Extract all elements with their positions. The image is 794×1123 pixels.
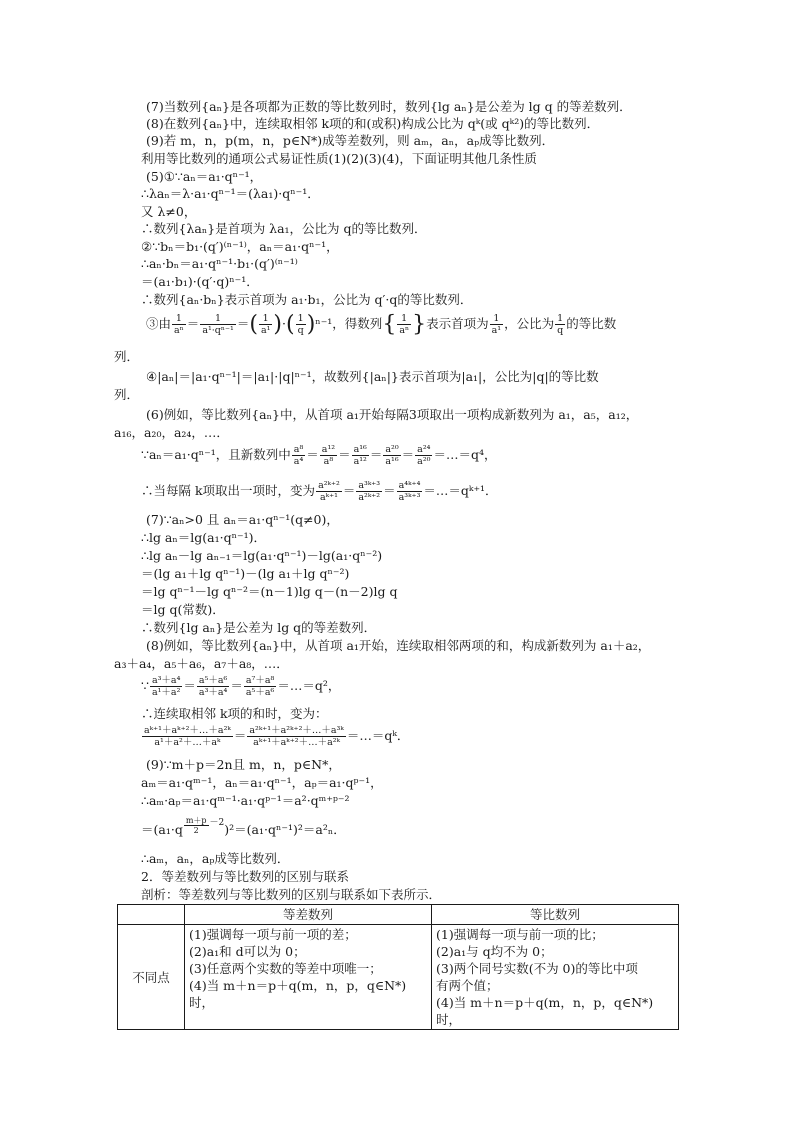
text-line: a₁₆，a₂₀，a₂₄，…． — [114, 425, 229, 440]
text-line: (9)∵m＋p＝2n且 m，n，p∈N*， — [146, 757, 341, 772]
text-segment: ∴当每隔 k项取出一项时，变为 — [141, 483, 316, 498]
fraction: $\frac{\text{a²⁰}}{\text{a¹⁶}}$ — [385, 444, 399, 467]
formula-line-every-k: ∴当每隔 k项取出一项时，变为 $\frac{\text{a²ᵏ⁺²}}{\text{aᵏ⁺¹}}$ ＝ $\frac{\text{a³ᵏ⁺³}}{\text{a²ᵏ⁺²}}$ ＝ $\frac{\text{a⁴ᵏ⁺⁴}}{\text{a³ᵏ⁺³}}$ ＝…＝qᵏ⁺¹． — [141, 480, 498, 503]
fraction: $\frac{\text{a⁵＋a⁶}}{\text{a³＋a⁴}}$ — [198, 675, 228, 698]
fraction: $\frac{1}{q}$ — [297, 313, 304, 336]
text-line: 列． — [114, 349, 140, 364]
paren-left: ( — [286, 311, 295, 337]
arith-cell — [185, 925, 432, 1030]
exponent-suffix: －2 — [209, 818, 225, 828]
exponent-fraction: $\frac{m+p}{2}$ — [185, 816, 207, 835]
list-item: (2)a₁和 d可以为 0； — [189, 944, 306, 959]
list-item: 时， — [189, 995, 215, 1010]
text-line: ∴aₘ·aₚ＝a₁·qᵐ⁻¹·a₁·qᵖ⁻¹＝a²·qᵐ⁺ᵖ⁻² — [141, 793, 350, 808]
text-segment: ∵aₙ＝a₁·qⁿ⁻¹，且新数列中 — [141, 447, 291, 462]
paren-right: ) — [306, 311, 316, 337]
table-header-cell: 等差数列 — [185, 905, 432, 925]
fraction: $\frac{1}{\text{a¹}}$ — [491, 313, 502, 336]
table-header-cell — [118, 905, 185, 925]
text-line: ∴λaₙ＝λ·a₁·qⁿ⁻¹＝(λa₁)·qⁿ⁻¹． — [141, 186, 320, 201]
text-line: aₘ＝a₁·qᵐ⁻¹，aₙ＝a₁·qⁿ⁻¹，aₚ＝a₁·qᵖ⁻¹， — [141, 775, 383, 790]
formula-line-exponent — [141, 816, 346, 844]
list-item: 有两个值； — [436, 978, 499, 993]
text-segment: ，公比为 — [504, 316, 555, 331]
text-line: ②∵bₙ＝b₁·(q′)⁽ⁿ⁻¹⁾，aₙ＝a₁·qⁿ⁻¹， — [141, 239, 339, 254]
fraction: $\frac{1}{\text{a¹·qⁿ⁻¹}}$ — [202, 313, 234, 336]
text-line: a₃＋a₄，a₅＋a₆，a₇＋a₈，…． — [114, 656, 289, 671]
text-line: 列． — [114, 387, 140, 402]
text-segment: ＝…＝qᵏ． — [346, 728, 410, 743]
fraction: $\frac{\text{a⁸}}{\text{a⁴}}$ — [293, 444, 304, 467]
row-label: 不同点 — [118, 925, 185, 1030]
text-segment: ＝…＝q⁴， — [433, 447, 497, 462]
text-line: (5)①∵aₙ＝a₁·qⁿ⁻¹， — [146, 169, 263, 184]
text-segment: )²＝(a₁·qⁿ⁻¹)²＝a²ₙ． — [224, 822, 346, 837]
text-line: ∴数列{λaₙ}是首项为 λa₁，公比为 q的等比数列． — [141, 221, 427, 236]
paren-right: ) — [273, 311, 283, 337]
fraction: $\frac{1}{\text{aⁿ}}$ — [399, 313, 410, 336]
formula-line-k-sum: $\frac{\text{aᵏ⁺¹＋aᵏ⁺²＋…＋a²ᵏ}}{\text{a¹＋a²＋…＋aᵏ}}$ ＝ $\frac{\text{a²ᵏ⁺¹＋a²ᵏ⁺²＋…＋a³ᵏ}}{\text{aᵏ⁺¹＋aᵏ⁺²＋…＋a²ᵏ}}$ ＝…＝qᵏ． — [144, 725, 410, 748]
text-line: (7)当数列{aₙ}是各项都为正数的等比数列时，数列{lg aₙ}是公差为 lg q 的等差数列． — [146, 99, 632, 114]
text-line: 利用等比数列的通项公式易证性质(1)(2)(3)(4)，下面证明其他几条性质 — [141, 151, 537, 166]
list-item: (4)当 m＋n＝p＋q(m，n，p，q∈N*)时， — [436, 995, 654, 1027]
text-segment: ⁿ⁻¹，得数列 — [315, 316, 383, 331]
text-line: ∴lg aₙ＝lg(a₁·qⁿ⁻¹)． — [141, 530, 266, 545]
text-line: ∴lg aₙ－lg aₙ₋₁＝lg(a₁·qⁿ⁻¹)－lg(a₁·qⁿ⁻²) — [141, 548, 383, 563]
text-segment: ＝…＝q²， — [277, 678, 341, 693]
formula-line-pair-sum: ∵ $\frac{\text{a³＋a⁴}}{\text{a¹＋a²}}$ ＝ $\frac{\text{a⁵＋a⁶}}{\text{a³＋a⁴}}$ ＝ $\frac{\text{a⁷＋a⁸}}{\text{a⁵＋a⁶}}$ ＝…＝q²， — [141, 675, 341, 698]
text-segment: ③由 — [146, 316, 172, 331]
brace-right: } — [412, 311, 427, 337]
text-line: ＝lg qⁿ⁻¹－lg qⁿ⁻²＝(n－1)lg q－(n－2)lg q — [141, 584, 398, 599]
fraction: $\frac{\text{a⁴ᵏ⁺⁴}}{\text{a³ᵏ⁺³}}$ — [398, 480, 421, 503]
text-line: ∴aₘ，aₙ，aₚ成等比数列． — [141, 851, 290, 866]
fraction: $\frac{\text{a¹⁶}}{\text{a¹²}}$ — [353, 444, 367, 467]
section-heading: 2．等差数列与等比数列的区别与联系 — [141, 869, 349, 884]
fraction: $\frac{1}{q}$ — [557, 313, 564, 336]
comparison-table — [117, 904, 679, 1030]
fraction: $\frac{\text{a³ᵏ⁺³}}{\text{a²ᵏ⁺²}}$ — [358, 480, 381, 503]
text-line: ＝lg q(常数)． — [141, 602, 225, 617]
text-segment: ＝(a₁·q — [141, 822, 183, 837]
fraction: $\frac{\text{a⁷＋a⁸}}{\text{a⁵＋a⁶}}$ — [245, 675, 275, 698]
text-line: ∴连续取相邻 k项的和时，变为： — [141, 706, 328, 721]
fraction: $\frac{\text{a²ᵏ⁺¹＋a²ᵏ⁺²＋…＋a³ᵏ}}{\text{aᵏ⁺¹＋aᵏ⁺²＋…＋a²ᵏ}}$ — [249, 725, 344, 748]
text-line: (8)例如，等比数列{aₙ}中，从首项 a₁开始，连续取相邻两项的和，构成新数列为 a₁＋a₂， — [146, 638, 651, 653]
text-line: ∴aₙ·bₙ＝a₁·qⁿ⁻¹·b₁·(q′)⁽ⁿ⁻¹⁾ — [141, 256, 298, 271]
fraction: $\frac{1}{\text{aⁿ}}$ — [174, 313, 184, 336]
table-row — [118, 925, 679, 1030]
table-header-row — [118, 905, 679, 925]
text-line: (8)在数列{aₙ}中，连续取相邻 k项的和(或积)构成公比为 qᵏ(或 qᵏ²)的等比数列． — [146, 116, 600, 131]
formula-line-reciprocal: ③由 $\frac{1}{\text{aⁿ}}$ ＝ $\frac{1}{\text{a¹·qⁿ⁻¹}}$ ＝( $\frac{1}{\text{a¹}}$ )·( $\frac{1}{q}$ )ⁿ⁻¹，得数列{ $\frac{1}{\text{aⁿ}}$ }表示首项为 $\frac{1}{\text{a¹}}$ ，公比为 $\frac{1}{q}$ 的等比数 — [146, 311, 617, 337]
brace-left: { — [382, 311, 397, 337]
text-segment: 的等比数 — [566, 316, 617, 331]
list-item: (1)强调每一项与前一项的差； — [189, 927, 357, 942]
fraction: $\frac{\text{a²ᵏ⁺²}}{\text{aᵏ⁺¹}}$ — [318, 480, 340, 503]
text-line: (6)例如，等比数列{aₙ}中，从首项 a₁开始每隔3项取出一项构成新数列为 a₁，a₅，a₁₂， — [146, 407, 639, 422]
fraction: $\frac{\text{a³＋a⁴}}{\text{a¹＋a²}}$ — [151, 675, 181, 698]
list-item: (1)强调每一项与前一项的比； — [436, 927, 604, 942]
text-line: ＝(lg a₁＋lg qⁿ⁻¹)－(lg a₁＋lg qⁿ⁻²) — [141, 566, 350, 581]
list-item: (3)两个同号实数(不为 0)的等比中项 — [436, 961, 638, 976]
text-line: 剖析：等差数列与等比数列的区别与联系如下表所示． — [141, 887, 442, 902]
text-line: 又 λ≠0， — [141, 204, 197, 219]
fraction: $\frac{\text{aᵏ⁺¹＋aᵏ⁺²＋…＋a²ᵏ}}{\text{a¹＋a²＋…＋aᵏ}}$ — [144, 725, 231, 748]
fraction: $\frac{1}{\text{a¹}}$ — [260, 313, 271, 336]
text-line: ④|aₙ|＝|a₁·qⁿ⁻¹|＝|a₁|·|q|ⁿ⁻¹，故数列{|aₙ|}表示首项为|a₁|，公比为|q|的等比数 — [146, 369, 599, 384]
fraction: $\frac{\text{a¹²}}{\text{a⁸}}$ — [321, 444, 336, 467]
text-segment: ∵ — [141, 678, 149, 693]
text-segment: 表示首项为 — [426, 316, 489, 331]
list-item: (2)a₁与 q均不为 0； — [436, 944, 553, 959]
list-item: (4)当 m＋n＝p＋q(m，n，p，q∈N*) — [189, 978, 407, 993]
fraction: $\frac{\text{a²⁴}}{\text{a²⁰}}$ — [417, 444, 431, 467]
text-line: ＝(a₁·b₁)·(q′·q)ⁿ⁻¹． — [141, 274, 259, 289]
text-line: (7)∵aₙ>0 且 aₙ＝a₁·qⁿ⁻¹(q≠0)， — [146, 512, 339, 527]
text-line: ∴数列{aₙ·bₙ}表示首项为 a₁·b₁，公比为 q′·q的等比数列． — [141, 292, 473, 307]
text-line: ∴数列{lg aₙ}是公差为 lg q的等差数列． — [141, 620, 377, 635]
geom-cell — [432, 925, 679, 1030]
paren-left: ( — [249, 311, 258, 337]
list-item: (3)任意两个实数的等差中项唯一； — [189, 961, 382, 976]
table-header-cell: 等比数列 — [432, 905, 679, 925]
text-segment: ＝…＝qᵏ⁺¹． — [423, 483, 498, 498]
formula-line-every-third: ∵aₙ＝a₁·qⁿ⁻¹，且新数列中 $\frac{\text{a⁸}}{\text{a⁴}}$ ＝ $\frac{\text{a¹²}}{\text{a⁸}}$ ＝ $\frac{\text{a¹⁶}}{\text{a¹²}}$ ＝ $\frac{\text{a²⁰}}{\text{a¹⁶}}$ ＝ $\frac{\text{a²⁴}}{\text{a²⁰}}$ ＝…＝q⁴， — [141, 444, 497, 467]
text-line: (9)若 m，n，p(m，n，p∈N*)成等差数列，则 aₘ，aₙ，aₚ成等比数列． — [146, 133, 555, 148]
